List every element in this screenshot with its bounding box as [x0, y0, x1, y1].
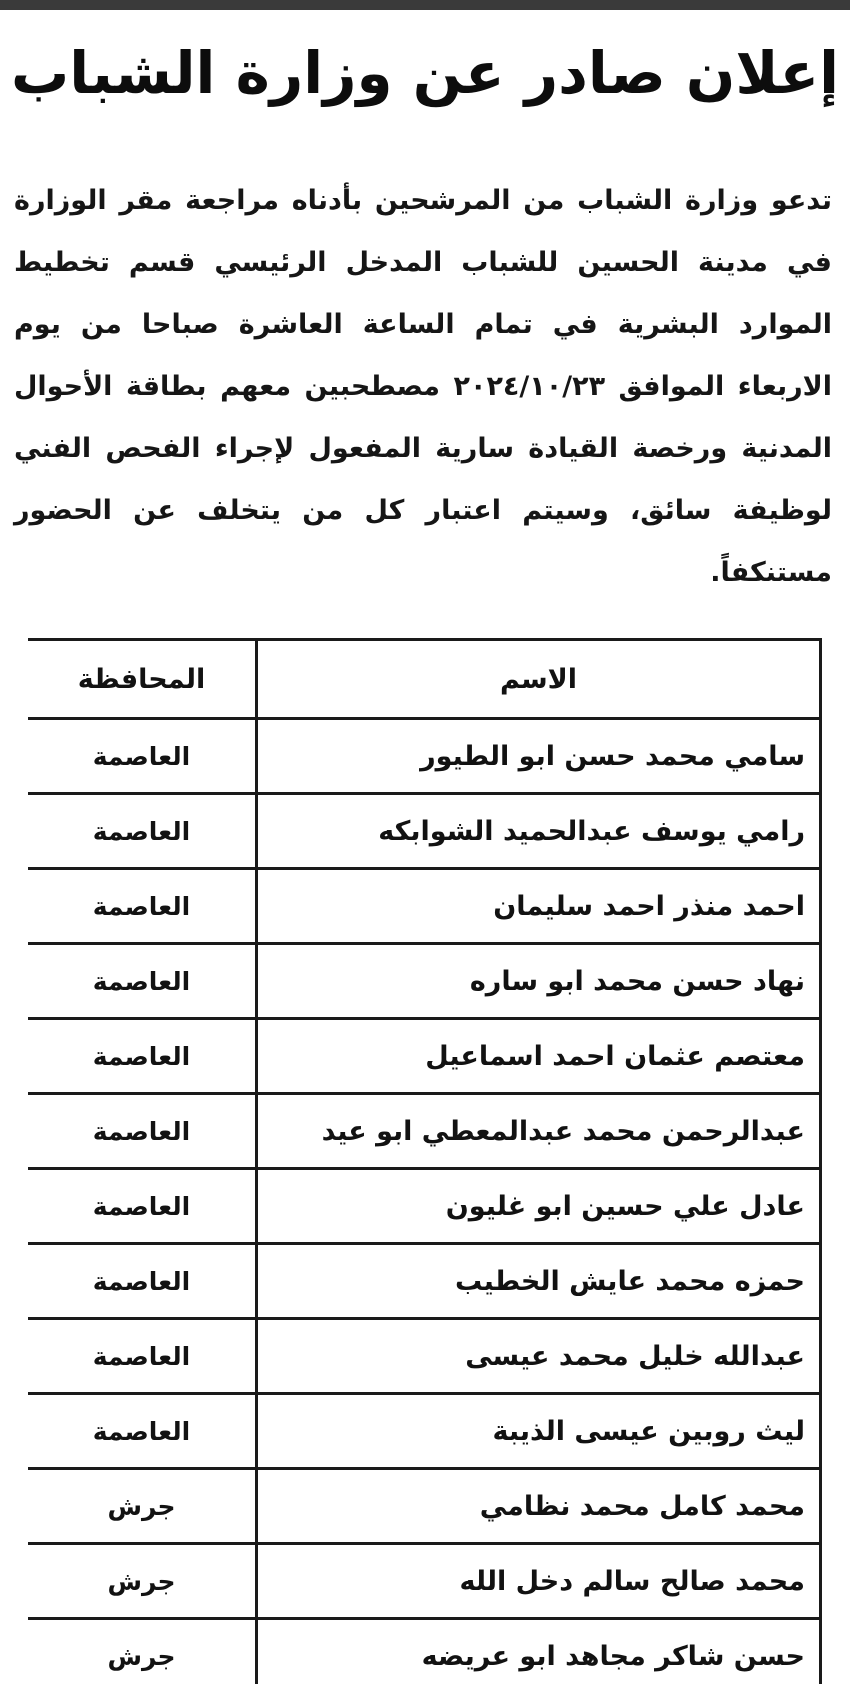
candidate-name: حسن شاكر مجاهد ابو عريضه: [257, 1619, 821, 1684]
header-governorate: المحافظة: [28, 640, 257, 719]
candidate-governorate: العاصمة: [28, 944, 257, 1019]
candidate-governorate: العاصمة: [28, 794, 257, 869]
candidate-governorate: العاصمة: [28, 869, 257, 944]
candidate-governorate: جرش: [28, 1619, 257, 1684]
candidate-governorate: العاصمة: [28, 1244, 257, 1319]
announcement-body: تدعو وزارة الشباب من المرشحين بأدناه مراجعة مقر الوزارة في مدينة الحسين للشباب المدخل الرئيسي قسم تخطيط الموارد البشرية في تمام الساعة العاشرة صباحا من يوم الاربعاء الموافق ٢٠٢٤/١٠/٢٣ مصطحبين معهم بطاقة الأحوال المدنية ورخصة القيادة سارية المفعول لإجراء الفحص الفني لوظيفة سائق، وسيتم اعتبار كل من يتخلف عن الحضور مستنكفاً.: [14, 185, 832, 588]
candidate-name: رامي يوسف عبدالحميد الشوابكه: [257, 794, 821, 869]
table-row: [28, 719, 821, 794]
announcement-title: إعلان صادر عن وزارة الشباب: [11, 39, 839, 107]
candidate-name: احمد منذر احمد سليمان: [257, 869, 821, 944]
candidate-name: عبدالرحمن محمد عبدالمعطي ابو عيد: [257, 1094, 821, 1169]
table-row: [28, 869, 821, 944]
candidate-name: عادل علي حسين ابو غليون: [257, 1169, 821, 1244]
candidate-governorate: العاصمة: [28, 719, 257, 794]
candidate-governorate: جرش: [28, 1469, 257, 1544]
candidate-governorate: العاصمة: [28, 1319, 257, 1394]
candidate-name: محمد صالح سالم دخل الله: [257, 1544, 821, 1619]
candidates-table: [28, 638, 822, 1684]
table-row: [28, 1544, 821, 1619]
top-divider-bar: [0, 0, 850, 10]
candidate-governorate: العاصمة: [28, 1019, 257, 1094]
candidate-governorate: جرش: [28, 1544, 257, 1619]
table-row: [28, 1619, 821, 1684]
candidate-governorate: العاصمة: [28, 1094, 257, 1169]
table-row: [28, 1394, 821, 1469]
candidate-governorate: العاصمة: [28, 1394, 257, 1469]
table-row: [28, 1319, 821, 1394]
header-name: الاسم: [257, 640, 821, 719]
candidate-name: عبدالله خليل محمد عيسى: [257, 1319, 821, 1394]
candidate-name: نهاد حسن محمد ابو ساره: [257, 944, 821, 1019]
table-row: [28, 1019, 821, 1094]
table-row: [28, 1469, 821, 1544]
candidates-table-container: [28, 638, 822, 1684]
candidate-name: ليث روبين عيسى الذيبة: [257, 1394, 821, 1469]
table-row: [28, 944, 821, 1019]
table-row: [28, 1169, 821, 1244]
table-row: [28, 1094, 821, 1169]
candidate-name: سامي محمد حسن ابو الطيور: [257, 719, 821, 794]
candidate-name: معتصم عثمان احمد اسماعيل: [257, 1019, 821, 1094]
table-row: [28, 794, 821, 869]
table-row: [28, 1244, 821, 1319]
candidate-name: محمد كامل محمد نظامي: [257, 1469, 821, 1544]
table-body: [28, 719, 821, 1684]
candidate-name: حمزه محمد عايش الخطيب: [257, 1244, 821, 1319]
table-header-row: [28, 640, 821, 719]
candidate-governorate: العاصمة: [28, 1169, 257, 1244]
